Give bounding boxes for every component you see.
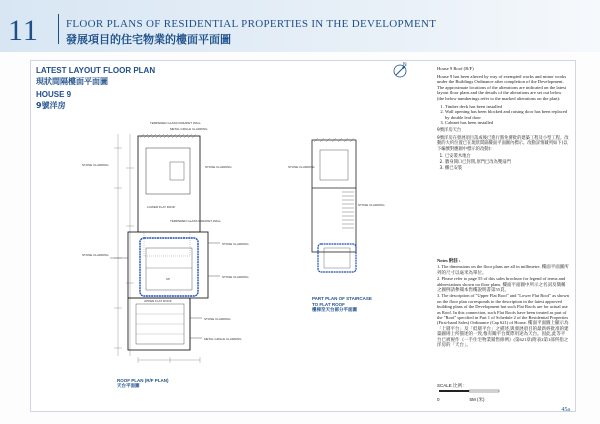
label-up: UP (166, 277, 171, 281)
roof-plan-caption-zh: 天台平面圖 (117, 384, 140, 389)
general-note-3: 3. The description of "Upper Flat Roof" and "Lower Flat Roof" as shown on the floor plan corresponds to the description in the latest approved building plans of the Development but such Flat Roofs are for actual use as Roof. In this connection, such Flat Roofs have been treated as part of the "Roof" specified in Part 1 of Schedule 2 of the Residential Properties (First-hand Sales) Ordinance (Cap 621) of House. 樓面平面圖上顯示為「上層平台」及「低層平台」之描述,與發展項目的最新經批准的建築圖則上所描述的一致,惟有關平台實際用途為天台。因此,此等平台已被視作《一手住宅物業銷售條例》(第621章)附表2第1部所指之洋房的「天台」。 (437, 293, 569, 348)
label-stair-cladding-right: STONE CLADDING (358, 203, 385, 207)
layout-heading-zh: 現狀間隔樓面平面圖 (36, 77, 108, 86)
notes-item-1: 1. Timber deck has been installed (445, 104, 569, 110)
notes-list (437, 104, 569, 126)
staircase-caption-zh: 樓梯至天台部分平面圖 (312, 308, 357, 313)
label-stair-cladding-left: STONE CLADDING (288, 165, 315, 169)
label-cladding-right-3: STONE CLADDING (222, 275, 249, 279)
notes-item-3: 3. Cabinet has been installed (445, 120, 569, 126)
roof-plan-drawing (80, 108, 310, 368)
label-upper-flat-roof: UPPER FLAT ROOF (144, 299, 172, 303)
label-glass-parapet-mid: TEMPERED GLASS PARAPET WALL (170, 219, 221, 223)
notes-title-zh: 9號洋房天台 (437, 127, 462, 133)
page-title: FLOOR PLANS OF RESIDENTIAL PROPERTIES IN THE DEVELOPMENT (66, 18, 437, 30)
staircase-caption-2: TO FLAT ROOF (312, 302, 345, 307)
layout-heading: LATEST LAYOUT FLOOR PLAN (36, 66, 156, 75)
north-label: N (403, 62, 407, 68)
notes-item-zh-2: 2. 牆身開口已封閉,原門已改為雙扇門 (445, 160, 569, 166)
label-cladding-right-2: STONE CLADDING (222, 242, 249, 246)
scale-mark-5m: 5M (米) (469, 397, 485, 402)
notes-item-zh-1: 1. 已安裝木地台 (445, 154, 569, 160)
roof-plan-caption: ROOF PLAN (R/F PLAN) (117, 378, 169, 383)
house-heading-zh: 9號洋房 (36, 101, 66, 110)
header-divider (58, 14, 59, 44)
label-cladding-left-2: STONE CLADDING (82, 253, 109, 257)
label-metal-grille-top: METAL GRILLE CLADDING (170, 127, 208, 131)
scale-mark-0: 0 (437, 397, 440, 402)
general-note-2: 2. Please refer to page 55 of this sales brochure for legend of terms and abbreviations shown on floor plans. 樓面平面圖中所示之名詞及簡稱之圖例請參閱本售樓說明書第55頁。 (437, 276, 566, 293)
label-cladding-left-1: STONE CLADDING (82, 163, 109, 167)
notes-intro: House 9 has been altered by way of exempted works and minor works under the Buildings Ordinance after completion of the Development. The approximate locations of the alterations are indicated on the latest layout floor plans and the details of the alterations are set out below (the below numberings refer to the marked alterations on the plan): (437, 73, 567, 101)
page-title-zh: 發展項目的住宅物業的樓面平面圖 (66, 33, 231, 46)
label-cladding-right-1: STONE CLADDING (205, 165, 232, 169)
notes-list-zh (437, 154, 569, 171)
general-note-1: 1. The dimensions on the floor plans are all in millimetre. 樓面平面圖所列的尺寸以毫米為單位。 (437, 264, 569, 275)
house-heading: HOUSE 9 (36, 90, 72, 99)
section-number: 11 (8, 14, 39, 47)
label-lower-flat-roof: LOWER FLAT ROOF (147, 205, 176, 209)
label-metal-grille-bottom: METAL GRILLE CLADDING (204, 337, 242, 341)
page-number: 45a (561, 407, 570, 413)
notes-item-2: 2. Wall opening has been blocked and raising door has been replaced by double leaf door (445, 109, 569, 120)
north-arrow-icon (388, 60, 412, 80)
scale-label: SCALE 比例 : (437, 383, 465, 388)
label-cladding-right-4: STONE CLADDING (204, 317, 231, 321)
general-notes-title: Notes 附註 : (437, 258, 461, 263)
notes-item-zh-3: 3. 櫃已安裝 (445, 166, 569, 172)
notes-intro-zh: 9號洋房在發展項目落成後已進行豁免審批的建築工程及小型工程。改動的大約位置已在現狀間隔樓面平面圖內標示。改動詳情載列如下(以下編號對應圖中標示的改動): (437, 135, 569, 152)
staircase-plan-drawing (286, 128, 385, 288)
scale-bar (437, 383, 507, 403)
alteration-notes (437, 66, 569, 173)
general-notes (437, 258, 569, 349)
label-glass-parapet-top: TEMPERED GLASS PARAPET WALL (150, 121, 201, 125)
scale-bar-graphic (437, 389, 507, 397)
notes-title: House 9 Roof (R/F) (437, 66, 474, 71)
staircase-caption-1: PART PLAN OF STAIRCASE (312, 296, 372, 301)
